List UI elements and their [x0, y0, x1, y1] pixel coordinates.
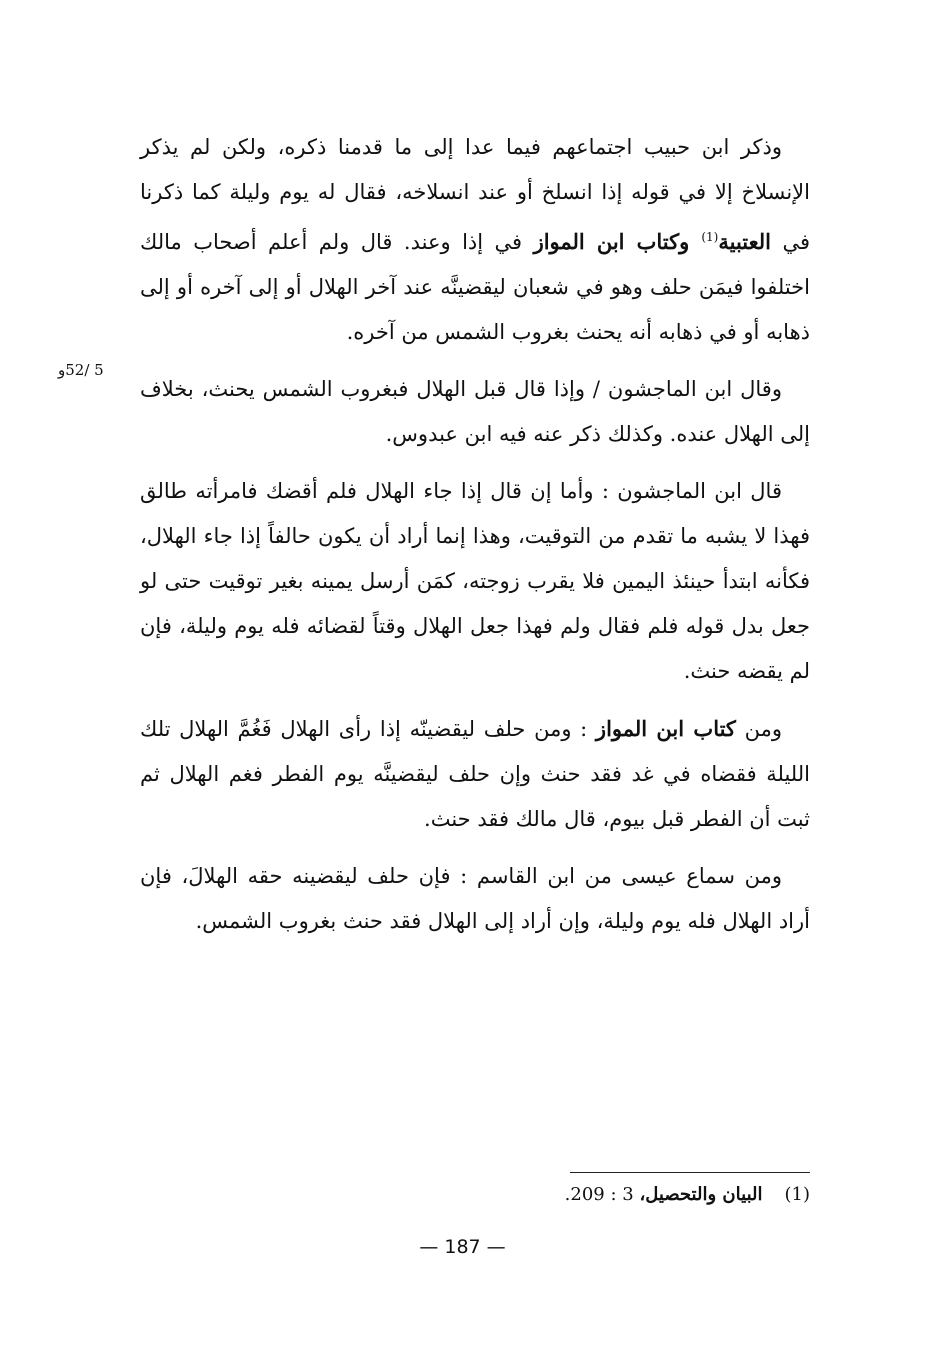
footnote-divider [570, 1172, 810, 1173]
text-run: : ومن حلف ليقضينّه إذا رأى الهلال فَغُمَّ الهلال تلك الليلة فقضاه في غد فقد حنث وإن حلف ليقضينَّه يوم الفطر فغم الهلال ثم ثبت أن الفطر قبل بيوم، قال مالك فقد حنث. [140, 717, 810, 831]
margin-folio-reference: 5 /52و [58, 361, 104, 379]
paragraph [140, 469, 810, 694]
footnote [440, 1183, 810, 1207]
footnote-source: البيان والتحصيل، [639, 1184, 763, 1205]
bold-text: وكتاب ابن المواز [533, 229, 702, 254]
footnote-number: (1) [784, 1184, 810, 1205]
paragraph [140, 854, 810, 944]
text-run: في إذا وعند. قال ولم أعلم أصحاب مالك اختلفوا فيمَن حلف وهو في شعبان ليقضينَّه عند آخر الهلال أو إلى آخره أو إلى ذهابه أو في ذهابه أنه يحنث بغروب الشمس من آخره. [140, 230, 810, 344]
text-run: ومن [735, 717, 782, 741]
text-run: ومن سماع عيسى من ابن القاسم : فإن حلف ليقضينه حقه الهلالَ، فإن أراد الهلال فله يوم وليلة، وإن أراد إلى الهلال فقد حنث بغروب الشمس. [140, 864, 810, 933]
text-run: قال ابن الماجشون : وأما إن قال إذا جاء الهلال فلم أقضك فامرأته طالق فهذا لا يشبه ما تقدم من التوقيت، وهذا إنما أراد أن يكون حالفاً إذا جاء الهلال، فكأنه ابتدأ حينئذ اليمين فلا يقرب زوجته، كمَن أرسل يمينه بغير توقيت حتى لو جعل بدل قوله فلم فقال ولم فهذا جعل الهلال وقتاً لقضائه فله يوم وليلة، فإن لم يقضه حنث. [140, 479, 810, 683]
footnote-ref: 3 : 209. [564, 1184, 640, 1205]
page-number: — 187 — [419, 1236, 506, 1258]
text-run: وقال ابن الماجشون / وإذا قال قبل الهلال فبغروب الشمس يحنث، بخلاف إلى الهلال عنده. وكذلك ذكر عنه فيه ابن عبدوس. [140, 377, 810, 446]
paragraph [140, 125, 810, 355]
text-run: وذكر ابن حبيب اجتماعهم فيما عدا إلى ما قدمنا ذكره، ولكن لم يذكر الإنسلاخ إلا في قوله إذا انسلخ أو عند انسلاخه، فقال له يوم وليلة كما ذكرنا في [140, 135, 810, 254]
paragraph [140, 367, 810, 457]
body-text [140, 125, 810, 956]
paragraph [140, 706, 810, 842]
bold-text: العتبية [718, 229, 771, 254]
bold-text: كتاب ابن المواز [595, 716, 736, 741]
footnote-marker: (1) [701, 230, 719, 244]
